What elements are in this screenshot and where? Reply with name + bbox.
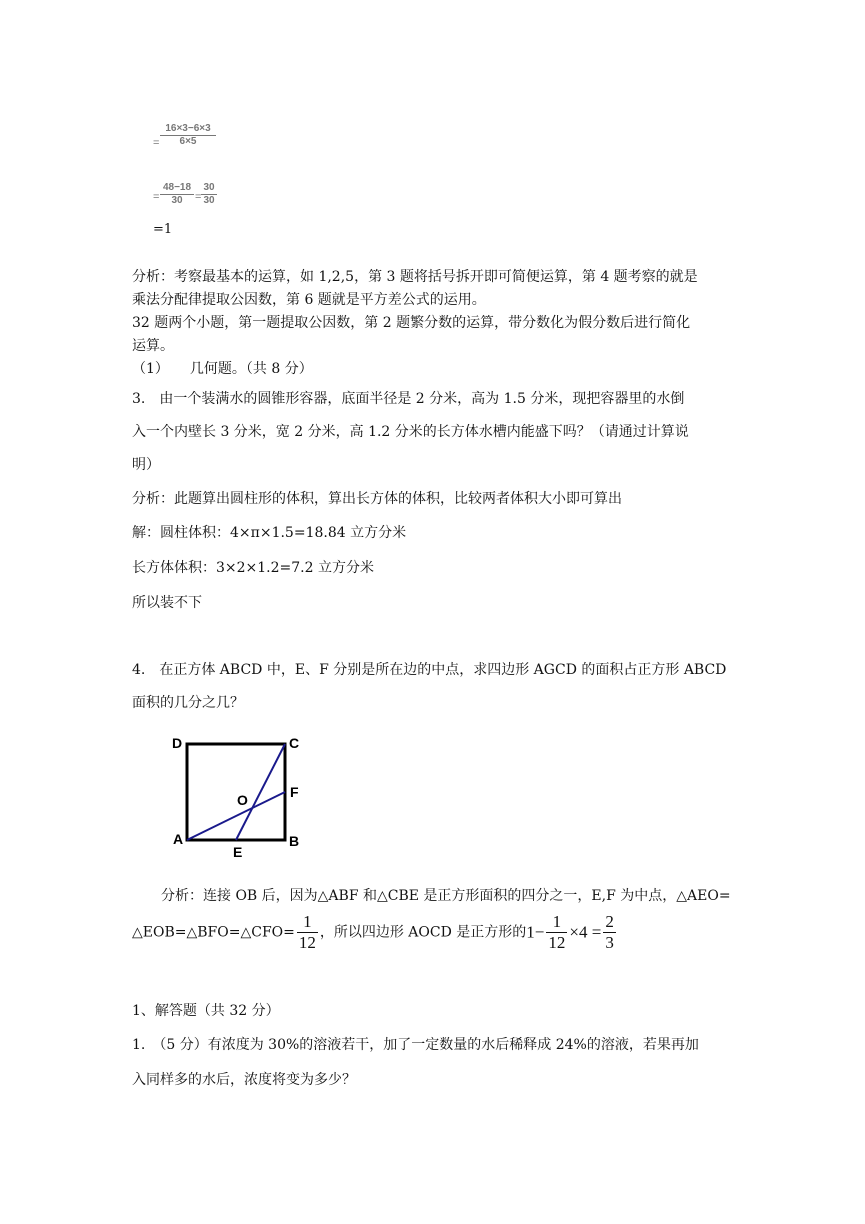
section-heading: （1） 几何题。（共 8 分） (132, 361, 313, 377)
fraction-2a (160, 182, 194, 207)
fraction-2a-denominator: 30 (171, 195, 183, 206)
fraction-2-3: $\frac{2}{3}$ (605, 912, 614, 952)
label-d: D (172, 735, 183, 751)
analysis-text: △EOB=△BFO=△CFO= (132, 924, 295, 941)
label-f: F (290, 784, 299, 800)
fraction-1-12: $\frac{1}{12}$ (298, 912, 316, 952)
analysis-line: 分析：考察最基本的运算，如 1,2,5，第 3 题将括号拆开即可简便运算，第 4 题考察的就是 (132, 269, 698, 285)
section-title: 1、解答题（共 32 分） (132, 1003, 280, 1019)
calc-result: =1 (153, 222, 173, 237)
label-b: B (289, 833, 300, 849)
equals-sign: = (195, 191, 202, 203)
analysis-line: 运算。 (132, 338, 174, 354)
line-a-to-f (187, 792, 285, 840)
analysis-line: 32 题两个小题，第一题提取公因数，第 2 题繁分数的运算，带分数化为假分数后进行简化 (132, 315, 691, 331)
question-3-line: 入一个内壁长 3 分米，宽 2 分米，高 1.2 分米的长方体水槽内能盛下吗？（请通过计算说 (132, 424, 689, 440)
fraction-1-numerator: 16×3−6×3 (165, 123, 211, 134)
question-4-analysis-line: 分析：连接 OB 后，因为△ABF 和△CBE 是正方形面积的四分之一，E,F 为中点，△AEO= (161, 888, 731, 904)
question-3-solution: 长方体体积：3×2×1.2=7.2 立方分米 (132, 560, 374, 576)
section-question-line: 入同样多的水后，浓度将变为多少？ (132, 1072, 356, 1088)
question-4-analysis-line-2 (132, 912, 618, 953)
fraction-1-12-b: $\frac{1}{12}$ (548, 912, 566, 952)
question-3-solution: 解：圆柱体积：4×π×1.5=18.84 立方分米 (132, 525, 407, 541)
analysis-text: ，所以四边形 AOCD 是正方形的 (319, 924, 527, 941)
equals-sign: = (153, 137, 160, 149)
fraction-2a-numerator: 48−18 (162, 182, 192, 193)
question-3-line: 3. 由一个装满水的圆锥形容器，底面半径是 2 分米，高为 1.5 分米，现把容器里的水倒 (132, 391, 685, 407)
fraction-2b (201, 182, 217, 207)
question-3-line: 明） (132, 457, 160, 473)
fraction-1-denominator: 6×5 (179, 136, 197, 147)
question-4-line: 4. 在正方体 ABCD 中，E、F 分别是所在边的中点，求四边形 AGCD 的面积占正方形 ABCD (132, 662, 727, 678)
label-c: C (289, 735, 300, 751)
question-3-analysis: 分析：此题算出圆柱形的体积，算出长方体的体积，比较两者体积大小即可算出 (132, 491, 622, 507)
section-question-line: 1. （5 分）有浓度为 30%的溶液若干，加了一定数量的水后稀释成 24%的溶液，若果再加 (132, 1037, 699, 1053)
fraction-2b-numerator: 30 (203, 182, 215, 193)
label-a: A (173, 831, 184, 847)
math-expression: 1− (526, 922, 545, 942)
label-o: O (237, 792, 248, 808)
fraction-1 (160, 123, 216, 148)
fraction-2b-denominator: 30 (203, 195, 215, 206)
square-diagram (165, 730, 315, 865)
math-expression: ×4 = (569, 922, 602, 942)
square-outline (187, 744, 285, 840)
question-3-conclusion: 所以装不下 (132, 595, 202, 611)
analysis-line: 乘法分配律提取公因数，第 6 题就是平方差公式的运用。 (132, 292, 486, 308)
equals-sign: = (153, 191, 160, 203)
label-e: E (233, 844, 243, 860)
question-4-line: 面积的几分之几？ (132, 695, 244, 711)
